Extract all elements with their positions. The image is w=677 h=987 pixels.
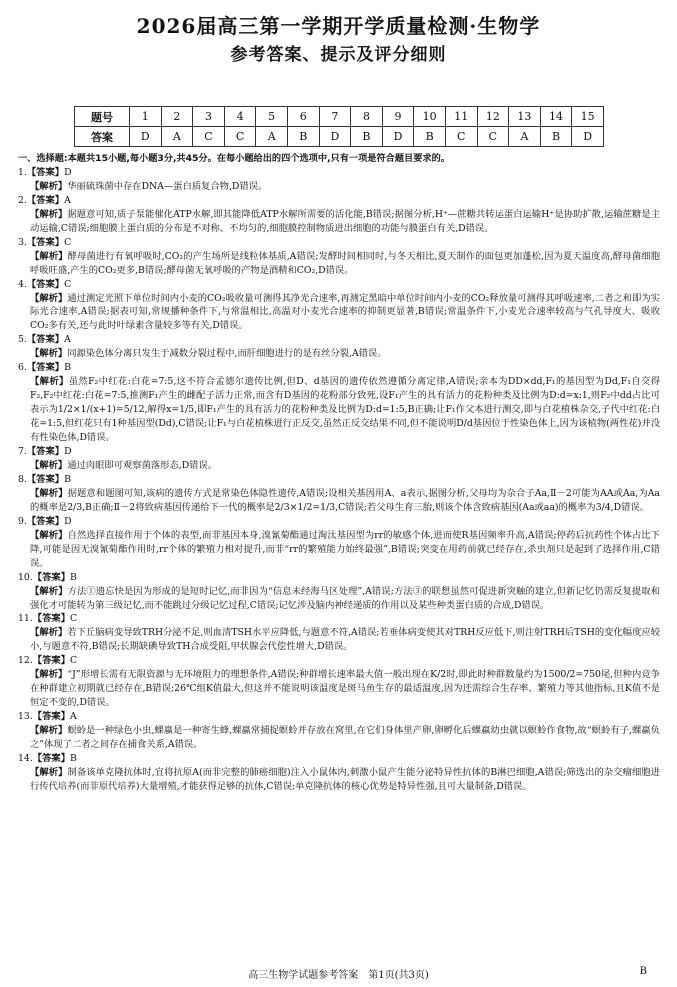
explanation bbox=[18, 292, 660, 334]
question-number: 13. bbox=[18, 711, 33, 723]
answer-letter: A bbox=[70, 711, 77, 723]
answer-cell: B bbox=[414, 127, 446, 147]
explanation bbox=[18, 347, 660, 361]
explanation-tag: 【解析】 bbox=[30, 766, 68, 778]
question-number-cell: 15 bbox=[572, 107, 604, 127]
explanation-text: 若下丘脑病变导致TRH分泌不足,则血清TSH水平应降低,与题意不符,A错误;若垂体病变使其对TRH反应低下,则注射TRH后TSH的变化幅度应较小,与题意不符,B错误;长期缺碘导致TH合成受阻,甲状腺会代偿性增大,D错误。 bbox=[30, 627, 660, 653]
answer-cell: D bbox=[382, 127, 414, 147]
question-number: 1. bbox=[18, 166, 27, 178]
answer-line bbox=[18, 194, 660, 208]
explanation-text: 同源染色体分离只发生于减数分裂过程中,而肝细胞进行的是有丝分裂,A错误。 bbox=[67, 348, 387, 360]
answer-cell: A bbox=[161, 127, 193, 147]
answer-table-number-row bbox=[75, 107, 604, 127]
answer-letter: B bbox=[64, 362, 71, 374]
explanation-tag: 【解析】 bbox=[30, 725, 68, 737]
explanation-tag: 【解析】 bbox=[30, 487, 68, 499]
question-number-cell: 1 bbox=[130, 107, 162, 127]
answer-tag: 【答案】 bbox=[26, 473, 65, 485]
answer-cell: B bbox=[351, 127, 383, 147]
answer-letter: D bbox=[64, 515, 72, 527]
explanation bbox=[18, 668, 660, 710]
page-title: 2026届高三第一学期开学质量检测·生物学 bbox=[136, 14, 541, 38]
answer-tag: 【答案】 bbox=[32, 711, 70, 723]
question-number: 5. bbox=[18, 334, 27, 346]
answer-letter: C bbox=[64, 278, 72, 290]
explanation-tag: 【解析】 bbox=[30, 292, 68, 304]
answer-tag: 【答案】 bbox=[26, 236, 65, 248]
answer-tag: 【答案】 bbox=[26, 278, 65, 290]
answer-letter: B bbox=[70, 752, 77, 764]
question-number: 12. bbox=[18, 655, 33, 667]
explanation-tag: 【解析】 bbox=[30, 348, 68, 360]
answer-cell: C bbox=[477, 127, 509, 147]
question-number-cell: 14 bbox=[540, 107, 572, 127]
explanation-text: 据题意和题图可知,该病的遗传方式是常染色体隐性遗传,A错误;设相关基因用A、a表示,据图分析,父母均为杂合子Aa,Ⅱ－2可能为AA或Aa,为Aa的概率是2/3,B正确;Ⅱ－2将致病基因传递给下一代的概率是2/3×1/2=1/3,C错误;若父母生育三胎,则该个体含致病基因(Aa或aa)的概率为3/4,D错误。 bbox=[30, 487, 660, 513]
solution-list bbox=[18, 166, 660, 794]
answer-letter: D bbox=[64, 166, 72, 178]
explanation bbox=[18, 459, 660, 473]
question-number: 8. bbox=[18, 473, 27, 485]
solutions-body bbox=[18, 152, 660, 794]
answer-letter: C bbox=[70, 613, 78, 625]
answer-cell: D bbox=[319, 127, 351, 147]
answer-line bbox=[18, 333, 660, 347]
question-number: 3. bbox=[18, 236, 27, 248]
answer-tag: 【答案】 bbox=[32, 655, 70, 667]
answer-line bbox=[18, 278, 660, 292]
question-number-cell: 8 bbox=[351, 107, 383, 127]
answer-cell: C bbox=[445, 127, 477, 147]
question-number: 11. bbox=[18, 613, 33, 625]
explanation-tag: 【解析】 bbox=[30, 627, 68, 639]
explanation bbox=[18, 375, 660, 445]
explanation-text: 自然选择直接作用于个体的表型,而非基因本身,溴氰菊酯通过淘汰基因型为rr的敏感个体,进而使R基因频率升高,A错误;停药后抗药性个体占比下降,可能是因无溴氰菊酯作用时,rr个体的繁殖力相对提升,而非“rr的繁殖能力始终最强”,B错误;突变在用药前就已经存在,杀虫剂只是起到了选择作用,C错误。 bbox=[30, 529, 660, 569]
explanation-text: “J”形增长需有无限资源与无环境阻力的理想条件,A错误;种群增长速率最大值一般出现在K/2时,即此时种群数量约为1500/2=750尾,但种内竞争在种群建立初期就已经存在,B错误;26℃组K值最大,但这并不能说明该温度是斑马鱼生存的最适温度,因为还需综合生存率、繁殖力等其他指标,且K值不是恒定不变的,D错误。 bbox=[30, 669, 660, 709]
answer-tag: 【答案】 bbox=[32, 571, 70, 583]
explanation-tag: 【解析】 bbox=[30, 376, 69, 388]
page-subtitle: 参考答案、提示及评分细则 bbox=[230, 45, 447, 65]
explanation-tag: 【解析】 bbox=[30, 250, 68, 262]
paper-version: B bbox=[639, 966, 647, 977]
explanation bbox=[18, 766, 660, 794]
answer-line bbox=[18, 571, 660, 585]
answer-cell: D bbox=[130, 127, 162, 147]
explanation-text: 通过肉眼即可观察菌落形态,D错误。 bbox=[67, 459, 218, 471]
answer-line bbox=[18, 515, 660, 529]
question-number-cell: 4 bbox=[224, 107, 256, 127]
answer-letter: A bbox=[64, 334, 71, 346]
explanation bbox=[18, 585, 660, 613]
explanation-text: 据题意可知,质子泵能催化ATP水解,即其能降低ATP水解所需要的活化能,B错误;据图分析,H⁺—蔗糖共转运蛋白运输H⁺是协助扩散,运输蔗糖是主动运输,C错误;细胞膜上蛋白质的分布是不对称、不均匀的,细胞膜控制物质进出细胞的功能与膜蛋白有关,D错误。 bbox=[30, 208, 660, 234]
page-footer: 高三生物学试题参考答案 第1页(共3页) bbox=[248, 970, 429, 981]
answer-cell: A bbox=[256, 127, 288, 147]
answer-line bbox=[18, 473, 660, 487]
answer-line bbox=[18, 710, 660, 724]
explanation-tag: 【解析】 bbox=[30, 459, 68, 471]
answer-tag: 【答案】 bbox=[32, 752, 70, 764]
answer-line bbox=[18, 654, 660, 668]
answer-tag: 【答案】 bbox=[26, 446, 65, 458]
answer-tag: 【答案】 bbox=[26, 515, 65, 527]
number-row-label: 题号 bbox=[75, 107, 130, 127]
question-number-cell: 2 bbox=[161, 107, 193, 127]
answer-cell: A bbox=[509, 127, 541, 147]
answer-letter: B bbox=[70, 571, 77, 583]
explanation bbox=[18, 724, 660, 752]
answer-cell: B bbox=[540, 127, 572, 147]
question-number-cell: 11 bbox=[445, 107, 477, 127]
explanation-text: 螟蛉是一种绿色小虫,蜾蠃是一种寄生蜂,蜾蠃常捕捉螟蛉并存放在窝里,在它们身体里产卵,卵孵化后蜾蠃幼虫就以螟蛉作食物,故“螟蛉有子,蜾蠃负之”体现了二者之间存在捕食关系,A错误。 bbox=[30, 725, 660, 751]
answer-tag: 【答案】 bbox=[26, 194, 65, 206]
answer-tag: 【答案】 bbox=[32, 613, 70, 625]
explanation-text: 酵母菌进行有氧呼吸时,CO₂的产生场所是线粒体基质,A错误;发酵时间相同时,与冬天相比,夏天制作的面包更加蓬松,因为夏天温度高,酵母菌细胞呼吸旺盛,产生的CO₂更多,B错误;酵母菌无氧呼吸的产物是酒精和CO₂,D错误。 bbox=[30, 250, 660, 276]
section-heading: 一、选择题:本题共15小题,每小题3分,共45分。在每小题给出的四个选项中,只有一项是符合题目要求的。 bbox=[18, 153, 450, 164]
answer-line bbox=[18, 236, 660, 250]
explanation-text: 方法①遗忘快是因为形成的是短时记忆,而非因为“信息未经海马区处理”,A错误;方法③的联想虽然可促进新突触的建立,但新记忆仍需反复提取和强化才可能转为第三级记忆,而不能跳过分级记忆过程,C错误;记忆涉及脑内神经递质的作用以及某些种类蛋白质的合成,D错误。 bbox=[30, 585, 660, 611]
question-number: 7. bbox=[18, 446, 27, 458]
question-number: 2. bbox=[18, 194, 27, 206]
answer-table bbox=[74, 106, 604, 147]
explanation bbox=[18, 180, 660, 194]
explanation-text: 虽然F₂中红花:白花=7:5,这不符合孟德尔遗传比例,但D、d基因的遗传依然遵循分离定律,A错误;亲本为DD×dd,F₁的基因型为Dd,F₁自交得F₂,F₂中红花:白花=7:5,推测F₁产生的雌配子活力正常,而含有D基因的花粉部分致死,设F₁产生的具有活力的花粉种类及比例为D:d=x:1,则F₂中dd占比可表示为1/2×1/(x+1)=5/12,解得x=1/5,即F₁产生的具有活力的花粉种类及比例为D:d=1:5,B正确;让F₁作父本进行测交,即与白花植株杂交,子代中红花:白花=1:5,但红花只有1种基因型(Dd),C错误;让F₁与白花植株进行正反交,虽然正反交结果不同,但不能说明D/d基因位于性染色体上,因为该植物(两性花)并没有性染色体,D错误。 bbox=[30, 376, 660, 444]
answer-letter: C bbox=[64, 236, 72, 248]
question-number-cell: 10 bbox=[414, 107, 446, 127]
question-number-cell: 9 bbox=[382, 107, 414, 127]
explanation-text: 华丽硫珠菌中存在DNA—蛋白质复合物,D错误。 bbox=[67, 180, 268, 192]
explanation-tag: 【解析】 bbox=[30, 180, 68, 192]
answer-cell: B bbox=[287, 127, 319, 147]
answer-tag: 【答案】 bbox=[26, 334, 65, 346]
answer-cell: D bbox=[572, 127, 604, 147]
question-number-cell: 5 bbox=[256, 107, 288, 127]
answer-letter: C bbox=[70, 655, 78, 667]
question-number: 4. bbox=[18, 278, 27, 290]
answer-line bbox=[18, 612, 660, 626]
answer-tag: 【答案】 bbox=[26, 166, 65, 178]
question-number: 10. bbox=[18, 571, 33, 583]
answer-cell: C bbox=[224, 127, 256, 147]
answer-letter: A bbox=[64, 194, 71, 206]
answer-cell: C bbox=[193, 127, 225, 147]
explanation bbox=[18, 487, 660, 515]
answer-letter: B bbox=[64, 473, 71, 485]
answer-table-answer-row bbox=[75, 127, 604, 147]
question-number: 14. bbox=[18, 752, 33, 764]
answer-line bbox=[18, 361, 660, 375]
explanation bbox=[18, 626, 660, 654]
question-number: 9. bbox=[18, 515, 27, 527]
question-number-cell: 3 bbox=[193, 107, 225, 127]
explanation-tag: 【解析】 bbox=[30, 208, 68, 220]
answer-line bbox=[18, 752, 660, 766]
answer-line bbox=[18, 445, 660, 459]
answer-letter: D bbox=[64, 446, 72, 458]
explanation bbox=[18, 529, 660, 571]
explanation-text: 制备该单克隆抗体时,宜将抗原A(而非完整的肺癌细胞)注入小鼠体内,刺激小鼠产生能分泌特异性抗体的B淋巴细胞,A错误;筛选出的杂交瘤细胞进行传代培养(而非原代培养)大量增殖,才能获得足够的抗体,C错误;单克隆抗体的核心优势是特异性强,且可大量制备,D错误。 bbox=[30, 766, 660, 792]
explanation-text: 通过测定光照下单位时间内小麦的CO₂吸收量可测得其净光合速率,再测定黑暗中单位时间内小麦的CO₂释放量可测得其呼吸速率,二者之和即为实际光合速率,A错误;据表可知,常规播种条件下,与常温相比,高温对小麦光合速率的抑制更显著,B错误;常温条件下,小麦光合速率较高与气孔导度大、吸收CO₂多有关,还与此时叶绿素含量较多等有关,D错误。 bbox=[30, 292, 660, 332]
explanation-tag: 【解析】 bbox=[30, 669, 68, 681]
question-number: 6. bbox=[18, 362, 27, 374]
question-number-cell: 13 bbox=[509, 107, 541, 127]
explanation bbox=[18, 208, 660, 236]
answer-row-label: 答案 bbox=[75, 127, 130, 147]
question-number-cell: 6 bbox=[287, 107, 319, 127]
explanation bbox=[18, 250, 660, 278]
explanation-tag: 【解析】 bbox=[30, 585, 68, 597]
answer-line bbox=[18, 166, 660, 180]
question-number-cell: 12 bbox=[477, 107, 509, 127]
explanation-tag: 【解析】 bbox=[30, 529, 68, 541]
answer-tag: 【答案】 bbox=[26, 362, 65, 374]
question-number-cell: 7 bbox=[319, 107, 351, 127]
